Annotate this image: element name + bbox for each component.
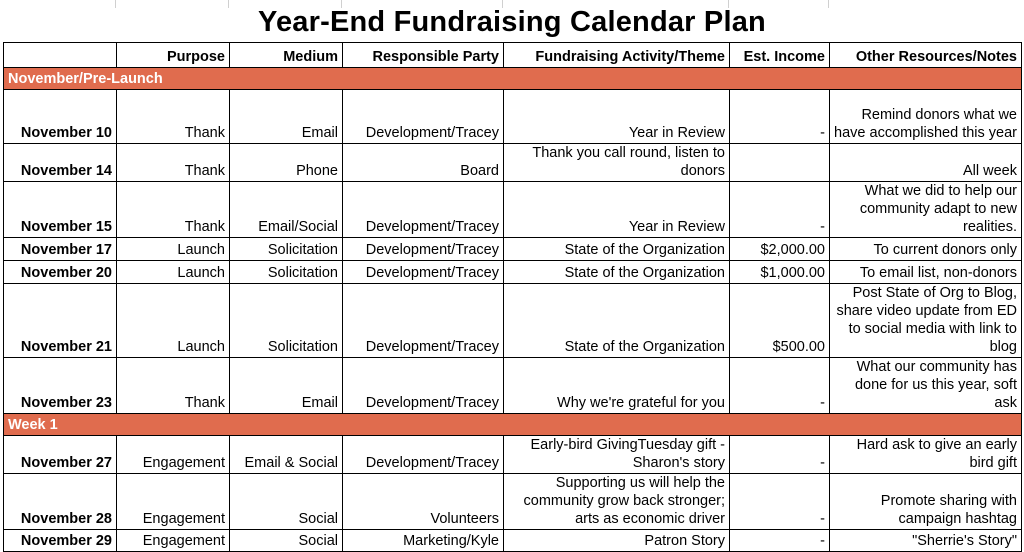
cell-notes[interactable]: What we did to help our community adapt to new realities. bbox=[830, 182, 1022, 238]
cell-purpose[interactable]: Engagement bbox=[117, 530, 230, 552]
cell-activity[interactable]: Why we're grateful for you bbox=[504, 358, 730, 414]
cell-medium[interactable]: Solicitation bbox=[230, 284, 343, 358]
cell-activity[interactable]: Patron Story bbox=[504, 530, 730, 552]
header-cell-est-income[interactable]: Est. Income bbox=[730, 43, 830, 68]
cell-party[interactable]: Development/Tracey bbox=[343, 238, 504, 261]
cell-activity[interactable]: Thank you call round, listen to donors bbox=[504, 144, 730, 182]
header-cell-purpose[interactable]: Purpose bbox=[117, 43, 230, 68]
header-cell-notes[interactable]: Other Resources/Notes bbox=[830, 43, 1022, 68]
cell-income[interactable]: $1,000.00 bbox=[730, 261, 830, 284]
cell-income[interactable]: - bbox=[730, 474, 830, 530]
cell-purpose[interactable]: Thank bbox=[117, 90, 230, 144]
cell-party[interactable]: Board bbox=[343, 144, 504, 182]
cell-notes[interactable]: Post State of Org to Blog, share video update from ED to social media with link to blog bbox=[830, 284, 1022, 358]
cell-notes[interactable]: To current donors only bbox=[830, 238, 1022, 261]
cell-activity[interactable]: State of the Organization bbox=[504, 238, 730, 261]
header-row bbox=[4, 43, 1022, 68]
table-row bbox=[4, 238, 1022, 261]
cell-notes[interactable]: Hard ask to give an early bird gift bbox=[830, 436, 1022, 474]
section-label[interactable]: November/Pre-Launch bbox=[4, 68, 1022, 90]
cell-purpose[interactable]: Launch bbox=[117, 238, 230, 261]
cell-medium[interactable]: Solicitation bbox=[230, 261, 343, 284]
cell-purpose[interactable]: Thank bbox=[117, 358, 230, 414]
cell-date[interactable]: November 10 bbox=[4, 90, 117, 144]
cell-income[interactable]: $2,000.00 bbox=[730, 238, 830, 261]
table-row bbox=[4, 182, 1022, 238]
cell-income[interactable]: - bbox=[730, 436, 830, 474]
section-row bbox=[4, 414, 1022, 436]
header-cell-responsible-party[interactable]: Responsible Party bbox=[343, 43, 504, 68]
section-label[interactable]: Week 1 bbox=[4, 414, 1022, 436]
table-row bbox=[4, 261, 1022, 284]
cell-income[interactable]: $500.00 bbox=[730, 284, 830, 358]
cell-purpose[interactable]: Launch bbox=[117, 284, 230, 358]
cell-date[interactable]: November 15 bbox=[4, 182, 117, 238]
cell-medium[interactable]: Email bbox=[230, 358, 343, 414]
table-row bbox=[4, 358, 1022, 414]
cell-notes[interactable]: Promote sharing with campaign hashtag bbox=[830, 474, 1022, 530]
cell-party[interactable]: Marketing/Kyle bbox=[343, 530, 504, 552]
header-cell-activity[interactable]: Fundraising Activity/Theme bbox=[504, 43, 730, 68]
cell-date[interactable]: November 14 bbox=[4, 144, 117, 182]
cell-medium[interactable]: Solicitation bbox=[230, 238, 343, 261]
cell-income[interactable] bbox=[730, 144, 830, 182]
cell-date[interactable]: November 21 bbox=[4, 284, 117, 358]
cell-party[interactable]: Development/Tracey bbox=[343, 182, 504, 238]
section-row bbox=[4, 68, 1022, 90]
cell-activity[interactable]: Supporting us will help the community grow back stronger; arts as economic driver bbox=[504, 474, 730, 530]
cell-date[interactable]: November 20 bbox=[4, 261, 117, 284]
table-row bbox=[4, 284, 1022, 358]
table-row bbox=[4, 144, 1022, 182]
cell-purpose[interactable]: Engagement bbox=[117, 474, 230, 530]
cell-income[interactable]: - bbox=[730, 182, 830, 238]
cell-purpose[interactable]: Launch bbox=[117, 261, 230, 284]
cell-medium[interactable]: Email & Social bbox=[230, 436, 343, 474]
table-row bbox=[4, 90, 1022, 144]
cell-party[interactable]: Development/Tracey bbox=[343, 358, 504, 414]
cell-notes[interactable]: All week bbox=[830, 144, 1022, 182]
cell-date[interactable]: November 17 bbox=[4, 238, 117, 261]
cell-medium[interactable]: Social bbox=[230, 474, 343, 530]
cell-notes[interactable]: Remind donors what we have accomplished this year bbox=[830, 90, 1022, 144]
table-row bbox=[4, 530, 1022, 552]
cell-party[interactable]: Volunteers bbox=[343, 474, 504, 530]
header-cell-date[interactable] bbox=[4, 43, 117, 68]
cell-activity[interactable]: Year in Review bbox=[504, 182, 730, 238]
cell-medium[interactable]: Social bbox=[230, 530, 343, 552]
cell-medium[interactable]: Email/Social bbox=[230, 182, 343, 238]
cell-party[interactable]: Development/Tracey bbox=[343, 436, 504, 474]
cell-notes[interactable]: What our community has done for us this year, soft ask bbox=[830, 358, 1022, 414]
cell-income[interactable]: - bbox=[730, 358, 830, 414]
cell-income[interactable]: - bbox=[730, 530, 830, 552]
cell-purpose[interactable]: Engagement bbox=[117, 436, 230, 474]
cell-income[interactable]: - bbox=[730, 90, 830, 144]
cell-activity[interactable]: Early-bird GivingTuesday gift - Sharon's story bbox=[504, 436, 730, 474]
table-row bbox=[4, 436, 1022, 474]
table-row bbox=[4, 474, 1022, 530]
cell-date[interactable]: November 23 bbox=[4, 358, 117, 414]
cell-notes[interactable]: To email list, non-donors bbox=[830, 261, 1022, 284]
cell-activity[interactable]: State of the Organization bbox=[504, 284, 730, 358]
cell-date[interactable]: November 27 bbox=[4, 436, 117, 474]
cell-party[interactable]: Development/Tracey bbox=[343, 90, 504, 144]
header-cell-medium[interactable]: Medium bbox=[230, 43, 343, 68]
cell-medium[interactable]: Phone bbox=[230, 144, 343, 182]
cell-activity[interactable]: Year in Review bbox=[504, 90, 730, 144]
cell-medium[interactable]: Email bbox=[230, 90, 343, 144]
cell-party[interactable]: Development/Tracey bbox=[343, 284, 504, 358]
cell-purpose[interactable]: Thank bbox=[117, 182, 230, 238]
cell-date[interactable]: November 28 bbox=[4, 474, 117, 530]
sheet-title: Year-End Fundraising Calendar Plan bbox=[258, 6, 766, 38]
cell-date[interactable]: November 29 bbox=[4, 530, 117, 552]
cell-activity[interactable]: State of the Organization bbox=[504, 261, 730, 284]
calendar-table bbox=[3, 42, 1022, 552]
cell-party[interactable]: Development/Tracey bbox=[343, 261, 504, 284]
cell-purpose[interactable]: Thank bbox=[117, 144, 230, 182]
cell-notes[interactable]: "Sherrie's Story" bbox=[830, 530, 1022, 552]
